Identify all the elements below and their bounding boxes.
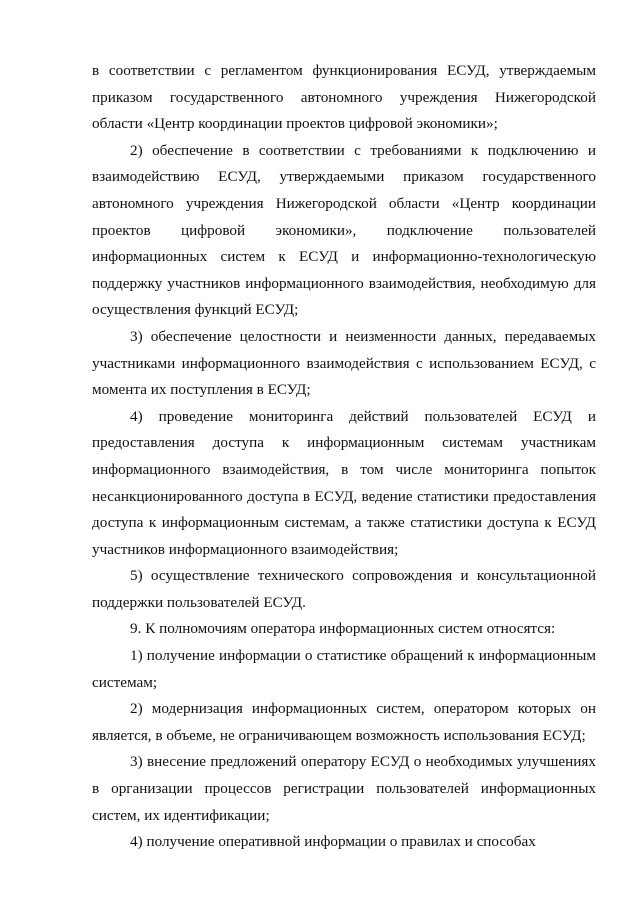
- paragraph-continuation: в соответствии с регламентом функционирования ЕСУД, утверждаемым приказом государственного автономного учреждения Нижегородской области «Центр координации проектов цифровой экономики»;: [92, 62, 596, 133]
- paragraph-operator-item-4: 4) получение оперативной информации о правилах и способах: [130, 833, 536, 851]
- document-page: [92, 58, 596, 856]
- paragraph-operator-item-3: 3) внесение предложений оператору ЕСУД о необходимых улучшениях в организации процессов регистрации пользователей информационных систем, их идентификации;: [92, 753, 596, 824]
- paragraph-item-3: 3) обеспечение целостности и неизменности данных, передаваемых участниками информационного взаимодействия с использованием ЕСУД, с момента их поступления в ЕСУД;: [92, 327, 596, 399]
- paragraph-operator-item-2: 2) модернизация информационных систем, оператором которых он является, в объеме, не ограничивающем возможность использования ЕСУД;: [92, 700, 596, 744]
- paragraph-operator-item-1: 1) получение информации о статистике обращений к информационным системам;: [92, 647, 596, 691]
- paragraph-item-2: 2) обеспечение в соответствии с требованиями к подключению и взаимодействию ЕСУД, утверждаемыми приказом государственного автономного учреждения Нижегородской области «Центр координации проектов цифровой экономики», подключение пользователей информационных систем к ЕСУД и информационно-технологическую поддержку участников информационного взаимодействия, необходимую для осуществления функций ЕСУД;: [92, 141, 596, 319]
- paragraph-item-4: 4) проведение мониторинга действий пользователей ЕСУД и предоставления доступа к информационным системам участникам информационного взаимодействия, в том числе мониторинга попыток несанкционированного доступа в ЕСУД, ведение статистики предоставления доступа к информационным системам, а также статистики доступа к ЕСУД участников информационного взаимодействия;: [92, 407, 596, 558]
- paragraph-item-5: 5) осуществление технического сопровождения и консультационной поддержки пользователей ЕСУД.: [92, 567, 596, 611]
- section-heading-9: 9. К полномочиям оператора информационных систем относятся:: [130, 620, 556, 638]
